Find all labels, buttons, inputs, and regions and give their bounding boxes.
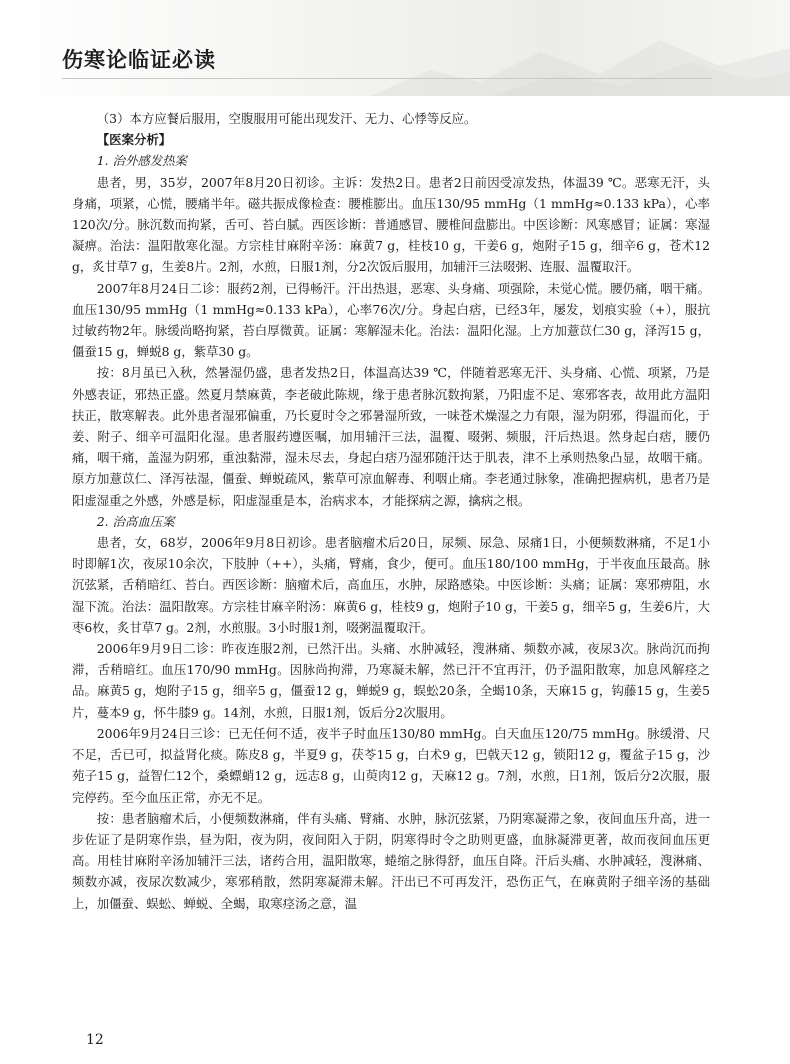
case-2-paragraph-2: 2006年9月9日二诊：昨夜连服2剂，已然汗出。头痛、水肿减轻，溲淋痛、频数亦减，夜尿3次。脉尚沉而拘滞，舌稍暗红。血压170/90 mmHg。因脉尚拘滞，乃寒凝未解，然已汗不宜再汗，仍予温阳散寒，加息风解痉之品。麻黄5 g，炮附子15 g，细辛5 g，僵蚕12 g，蝉蜕9 g，蜈蚣20条，全蝎10条，天麻15 g，钩藤15 g，生姜5片，蔓本9 g，怀牛膝9 g。14剂，水煎，日服1剂，饭后分2次服用。 xyxy=(72,641,710,720)
section-heading-case-analysis: 【医案分析】 xyxy=(96,132,172,148)
case-2-title: 2. 治高血压案 xyxy=(96,513,175,529)
case-1-commentary: 按：8月虽已入秋，然暑湿仍盛，患者发热2日，体温高达39 ℃，伴随着恶寒无汗、头身痛、心慌、项紧，乃是外感表证，邪热正盛。然夏月禁麻黄，李老破此陈规，缘于患者脉沉数拘紧，乃阳虚不足、寒邪客表，故用此方温阳扶正，散寒解表。此外患者湿邪偏重，乃长夏时令之邪暑湿所致，一味苍术燥湿之力有限，湿为阴邪，得温而化，于姜、附子、细辛可温阳化湿。患者服药遵医嘱，加用辅汗三法，温覆、啜粥、频服，汗后热退。然身起白痞，腰仍痛，咽干痛，盖湿为阴邪，重浊黏滞，湿未尽去，身起白痞乃湿邪随汗达于肌表，津不上承则热象凸显，故咽干痛。原方加薏苡仁、泽泻祛湿，僵蚕、蝉蜕疏风，紫草可凉血解毒、利咽止痛。李老通过脉象，准确把握病机，患者乃是阳虚湿重之外感，外感是标，阳虚湿重是本，治病求本，才能探病之源，擒病之根。 xyxy=(72,365,710,508)
header-rule xyxy=(62,78,712,79)
case-2-paragraph-1: 患者，女，68岁，2006年9月8日初诊。患者脑瘤术后20日，尿频、尿急、尿痛1日，小便频数淋痛，不足1小时即解1次，夜尿10余次，下肢肿（++），头痛，臂痛，食少，便可。血压180/100 mmHg，于半夜血压最高。脉沉弦紧，舌稍暗红、苔白。西医诊断：脑瘤术后，高血压，水肿，尿路感染。中医诊断：头痛；证属：寒邪痹阻，水湿下流。治法：温阳散寒。方宗桂甘麻辛附汤：麻黄6 g，桂枝9 g，炮附子10 g，干姜5 g，细辛5 g，生姜6片，大枣6枚，炙甘草7 g。2剂，水煎服。3小时服1剂，啜粥温覆取汗。 xyxy=(72,535,710,635)
header-mountain-art xyxy=(370,0,790,96)
case-2-paragraph-3: 2006年9月24日三诊：已无任何不适，夜半子时血压130/80 mmHg。白天血压120/75 mmHg。脉缓滑、尺不足，舌已可，拟益肾化痰。陈皮8 g，半夏9 g，茯苓15 g，白术9 g，巴戟天12 g，锁阳12 g，覆盆子15 g，沙苑子15 g，益智仁12个，桑螵蛸12 g，远志8 g，山萸肉12 g，天麻12 g。7剂，水煎，日1剂，饭后分2次服，服完停药。至今血压正常，亦无不足。 xyxy=(72,725,710,805)
case-2-commentary: 按：患者脑瘤术后，小便频数淋痛，伴有头痛、臂痛、水肿，脉沉弦紧，乃阴寒凝滞之象，夜间血压升高，进一步佐证了是阴寒作祟，昼为阳，夜为阴，夜间阳入于阴，阴寒得时令之助则更盛，血脉凝滞更著，故而夜间血压更高。用桂甘麻附辛汤加辅汗三法，诸药合用，温阳散寒，蜷缩之脉得舒，血压自降。汗后头痛、水肿减轻，溲淋痛、频数亦减，夜尿次数减少，寒邪稍散，然阴寒凝滞未解。汗出已不可再发汗，恐伤正气，在麻黄附子细辛汤的基础上，加僵蚕、蜈蚣、蝉蜕、全蝎，取寒痉汤之意，温 xyxy=(72,810,710,911)
note-item-3: （3）本方应餐后服用，空腹服用可能出现发汗、无力、心悸等反应。 xyxy=(96,111,477,126)
case-1-title: 1. 治外感发热案 xyxy=(96,153,187,169)
page-number: 12 xyxy=(86,1032,104,1048)
page-header xyxy=(0,0,790,96)
case-1-paragraph-2: 2007年8月24日二诊：服药2剂，已得畅汗。汗出热退，恶寒、头身痛、项强除，未觉心慌。腰仍痛，咽干痛。血压130/95 mmHg（1 mmHg≈0.133 kPa），心率76次/分。身起白痞，已经3年，屡发，划痕实验（+），服抗过敏药物2年。脉缓尚略拘紧，苔白厚微黄。证属：寒解湿未化。治法：温阳化湿。上方加薏苡仁30 g，泽泻15 g，僵蚕15 g，蝉蜕8 g，紫草30 g。 xyxy=(72,280,710,360)
page-body xyxy=(72,108,710,914)
case-1-paragraph-1: 患者，男，35岁，2007年8月20日初诊。主诉：发热2日。患者2日前因受凉发热，体温39 ℃。恶寒无汗，头身痛，项紧，心慌，腰痛半年。磁共振成像检查：腰椎膨出。血压130/95 mmHg（1 mmHg≈0.133 kPa），心率120次/分。脉沉数而拘紧，舌可、苔白腻。西医诊断：普通感冒、腰椎间盘膨出。中医诊断：风寒感冒；证属：寒湿凝痹。治法：温阳散寒化湿。方宗桂甘麻附辛汤：麻黄7 g，桂枝10 g，干姜6 g，炮附子15 g，细辛6 g，苍术12 g，炙甘草7 g，生姜8片。2剂，水煎，日服1剂，分2次饭后服用，加辅汗三法啜粥、连服、温覆取汗。 xyxy=(72,174,710,275)
running-header-title: 伤寒论临证必读 xyxy=(62,48,216,72)
